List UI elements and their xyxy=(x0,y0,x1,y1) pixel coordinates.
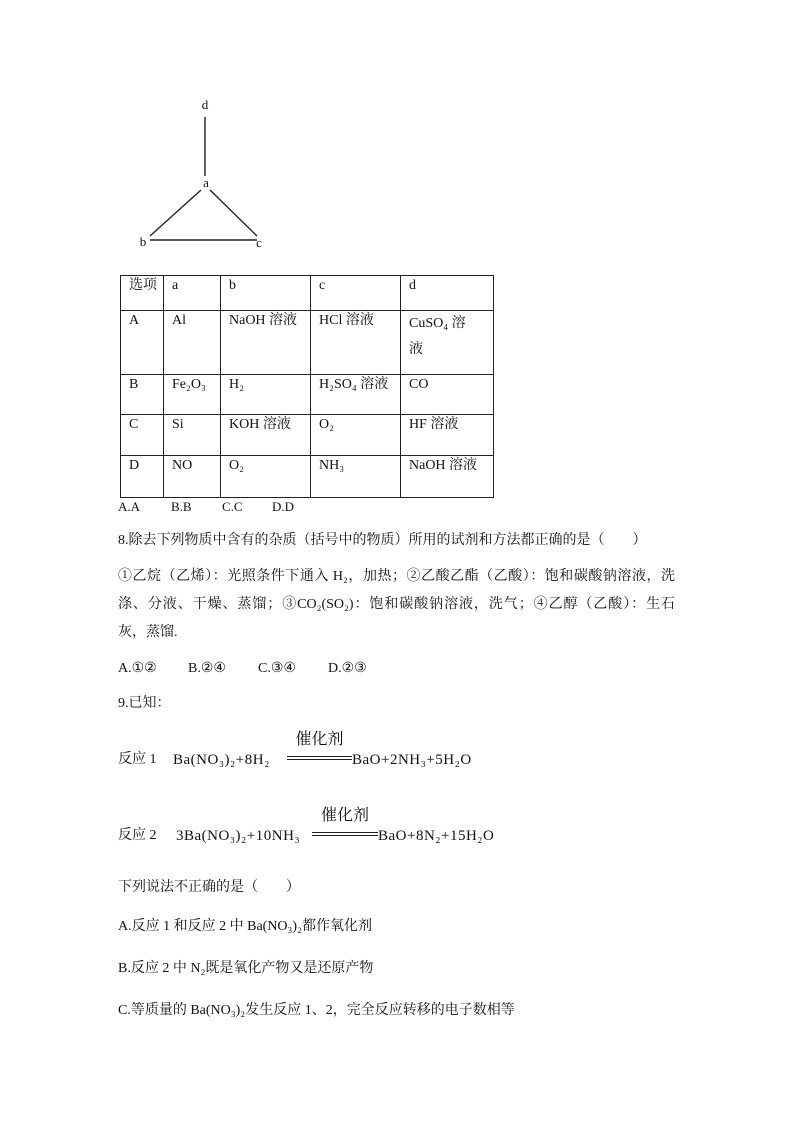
reaction-1-reactants: Ba(NO₃)₂+8H₂ xyxy=(173,752,270,768)
label-d: d xyxy=(201,97,209,112)
row-A-d: CuSO₄ 溶液 xyxy=(409,316,466,357)
reaction-2-label: 反应 2 xyxy=(118,828,157,843)
q8-choices xyxy=(118,659,398,679)
q9-choice-c: C.等质量的 Ba(NO₃)₂发生反应 1、2，完全反应转移的电子数相等 xyxy=(118,1003,515,1018)
q9-question: 下列说法不正确的是（ ） xyxy=(118,880,300,895)
reaction-2 xyxy=(118,805,495,846)
q8-body-line-2: 涤、分液、干燥、蒸馏；③CO₂(SO₂)：饱和碳酸钠溶液，洗气；④乙醇（乙酸）：生石 xyxy=(118,597,675,612)
row-D-d: NaOH 溶液 xyxy=(401,456,494,498)
label-a: a xyxy=(203,175,209,190)
q8-choice-b: B.②④ xyxy=(188,661,226,676)
q8-choice-c: C.③④ xyxy=(258,661,296,676)
q7-choice-a: A.A xyxy=(118,499,141,514)
q7-choice-c: C.C xyxy=(222,499,243,514)
row-B-b: H₂ xyxy=(221,375,311,415)
row-C-option: C xyxy=(121,415,164,456)
relation-diagram xyxy=(0,0,794,260)
line-a-c xyxy=(210,190,257,236)
table-header-row xyxy=(121,276,494,311)
table-row xyxy=(121,311,494,375)
row-A-a: Al xyxy=(164,311,221,375)
row-B-option: B xyxy=(121,375,164,415)
q9-stem: 9.已知： xyxy=(118,696,171,711)
reaction-1-products: BaO+2NH₃+5H₂O xyxy=(352,752,472,768)
header-c: c xyxy=(311,276,401,311)
reaction-2-products: BaO+8N₂+15H₂O xyxy=(378,828,495,844)
row-C-a: Si xyxy=(164,415,221,456)
header-a: a xyxy=(164,276,221,311)
row-B-c: H₂SO₄ 溶液 xyxy=(311,375,401,415)
row-C-c: O₂ xyxy=(311,415,401,456)
reaction-1-arrow xyxy=(287,729,352,770)
reaction-1-double-line xyxy=(287,756,352,760)
q7-choice-b: B.B xyxy=(171,499,192,514)
row-D-c: NH₃ xyxy=(311,456,401,498)
q8-body-line-3: 灰，蒸馏. xyxy=(118,625,178,640)
row-A-d-cell xyxy=(401,311,494,375)
label-b: b xyxy=(139,234,147,249)
row-B-a: Fe₂O₃ xyxy=(164,375,221,415)
row-A-c: HCl 溶液 xyxy=(311,311,401,375)
q7-choice-d: D.D xyxy=(272,499,295,514)
q8-body xyxy=(118,563,675,647)
header-option: 选项 xyxy=(121,276,164,311)
reaction-1-condition: 催化剂 xyxy=(295,729,344,748)
reaction-1-label: 反应 1 xyxy=(118,752,157,767)
q9-choice-b: B.反应 2 中 N₂既是氧化产物又是还原产物 xyxy=(118,961,374,976)
row-C-d: HF 溶液 xyxy=(401,415,494,456)
reaction-2-arrow xyxy=(312,805,378,846)
row-A-option: A xyxy=(121,311,164,375)
row-A-b: NaOH 溶液 xyxy=(221,311,311,375)
q7-choices xyxy=(118,498,294,516)
row-C-b: KOH 溶液 xyxy=(221,415,311,456)
header-d: d xyxy=(401,276,494,311)
reaction-2-double-line xyxy=(312,832,378,836)
row-D-b: O₂ xyxy=(221,456,311,498)
table-row xyxy=(121,415,494,456)
q8-choice-a: A.①② xyxy=(118,661,157,676)
row-B-d: CO xyxy=(401,375,494,415)
q9-choice-a: A.反应 1 和反应 2 中 Ba(NO₃)₂都作氧化剂 xyxy=(118,919,372,934)
label-c: c xyxy=(256,235,262,250)
q8-choice-d: D.②③ xyxy=(328,661,367,676)
q8-stem: 8.除去下列物质中含有的杂质（括号中的物质）所用的试剂和方法都正确的是（ ） xyxy=(118,533,647,548)
reaction-2-condition: 催化剂 xyxy=(320,805,369,824)
options-table xyxy=(120,275,494,498)
reaction-1 xyxy=(118,729,472,770)
row-D-option: D xyxy=(121,456,164,498)
table-row xyxy=(121,375,494,415)
q8-body-line-1: ①乙烷（乙烯）：光照条件下通入 H₂，加热；②乙酸乙酯（乙酸）：饱和碳酸钠溶液，洗 xyxy=(118,569,675,584)
table-row xyxy=(121,456,494,498)
row-D-a: NO xyxy=(164,456,221,498)
header-b: b xyxy=(221,276,311,311)
reaction-2-reactants: 3Ba(NO₃)₂+10NH₃ xyxy=(176,828,301,844)
line-a-b xyxy=(150,190,201,236)
